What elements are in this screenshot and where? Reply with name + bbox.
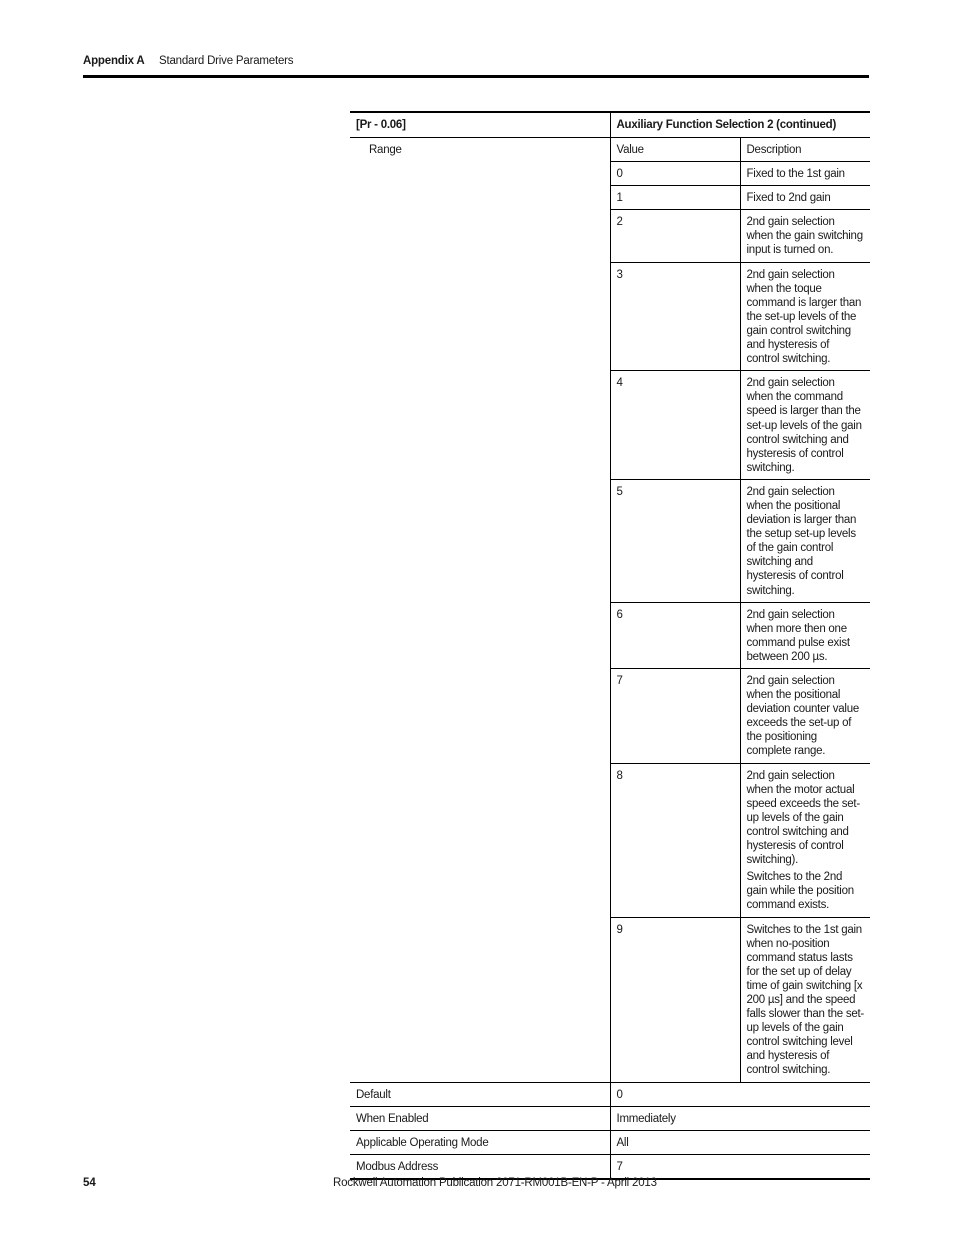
range-row [350, 162, 870, 186]
range-description [740, 210, 870, 262]
range-row [350, 917, 870, 1082]
property-row [350, 1082, 870, 1106]
appendix-label: Appendix A [83, 55, 145, 67]
range-value: 4 [610, 371, 740, 480]
description-paragraph: 2nd gain selection when the toque command is larger than the set-up levels of the gain control switching and hysteresis of control switching. [746, 268, 862, 366]
range-description [740, 479, 870, 602]
range-spacer [350, 371, 610, 480]
range-value: 3 [610, 262, 740, 371]
range-label: Range [369, 144, 402, 156]
property-row [350, 1154, 870, 1179]
param-id: [Pr - 0.06] [350, 112, 610, 138]
range-description [740, 371, 870, 480]
description-paragraph: 2nd gain selection when the gain switching input is turned on. [746, 216, 863, 257]
range-description [740, 669, 870, 764]
section-title: Standard Drive Parameters [159, 55, 294, 67]
range-row [350, 479, 870, 602]
property-value: All [610, 1130, 870, 1154]
range-value: 1 [610, 186, 740, 210]
range-row [350, 262, 870, 371]
page-header [83, 53, 869, 78]
range-description [740, 602, 870, 668]
range-row [350, 763, 870, 917]
description-paragraph: Fixed to 2nd gain [746, 192, 831, 205]
range-description [740, 186, 870, 210]
publication-info: Rockwell Automation Publication 2071-RM001B-EN-P - April 2013 [333, 1177, 657, 1189]
description-column-header: Description [740, 138, 870, 162]
property-row [350, 1106, 870, 1130]
range-row [350, 602, 870, 668]
parameter-table [350, 111, 870, 1180]
range-spacer [350, 479, 610, 602]
value-column-header: Value [610, 138, 740, 162]
range-description [740, 162, 870, 186]
property-value: Immediately [610, 1106, 870, 1130]
range-value: 8 [610, 763, 740, 917]
range-spacer [350, 210, 610, 262]
range-spacer [350, 763, 610, 917]
description-paragraph: Switches to the 2nd gain while the position command exists. [746, 871, 854, 912]
range-value: 0 [610, 162, 740, 186]
param-title: Auxiliary Function Selection 2 (continued) [610, 112, 870, 138]
property-value: 7 [610, 1154, 870, 1179]
range-spacer [350, 917, 610, 1082]
description-paragraph: Switches to the 1st gain when no-position command status lasts for the set up of delay time of gain switching [x 200 µs] and the speed falls slower than the set-up levels of the gain control switching level and hysteresis of control switching. [746, 923, 865, 1077]
range-row [350, 210, 870, 262]
range-spacer [350, 602, 610, 668]
description-paragraph: 2nd gain selection when the positional deviation is larger than the setup set-up levels of the gain control switching and hysteresis of control switching. [746, 485, 857, 597]
range-spacer [350, 162, 610, 186]
range-description [740, 262, 870, 371]
property-label: When Enabled [350, 1106, 610, 1130]
property-label: Applicable Operating Mode [350, 1130, 610, 1154]
range-row [350, 371, 870, 480]
range-value: 2 [610, 210, 740, 262]
range-spacer [350, 669, 610, 764]
description-paragraph: 2nd gain selection when the command speed is larger than the set-up levels of the gain control switching and hysteresis of control switching. [746, 377, 862, 474]
range-row [350, 669, 870, 764]
range-description [740, 763, 870, 917]
property-label: Modbus Address [350, 1154, 610, 1179]
description-paragraph: 2nd gain selection when more then one command pulse exist between 200 µs. [746, 608, 850, 663]
description-paragraph: 2nd gain selection when the motor actual speed exceeds the set-up levels of the gain control switching and hysteresis of control switching). [746, 769, 860, 867]
range-spacer [350, 262, 610, 371]
property-value: 0 [610, 1082, 870, 1106]
range-row [350, 186, 870, 210]
range-value: 7 [610, 669, 740, 764]
description-paragraph: 2nd gain selection when the positional deviation counter value exceeds the set-up of the positioning complete range. [746, 675, 860, 758]
range-header-row [350, 138, 870, 162]
range-description [740, 917, 870, 1082]
range-value: 6 [610, 602, 740, 668]
range-value: 5 [610, 479, 740, 602]
range-spacer [350, 186, 610, 210]
table-header-row [350, 112, 870, 138]
description-paragraph: Fixed to the 1st gain [746, 168, 845, 181]
property-row [350, 1130, 870, 1154]
property-label: Default [350, 1082, 610, 1106]
page-number: 54 [83, 1177, 96, 1189]
range-value: 9 [610, 917, 740, 1082]
